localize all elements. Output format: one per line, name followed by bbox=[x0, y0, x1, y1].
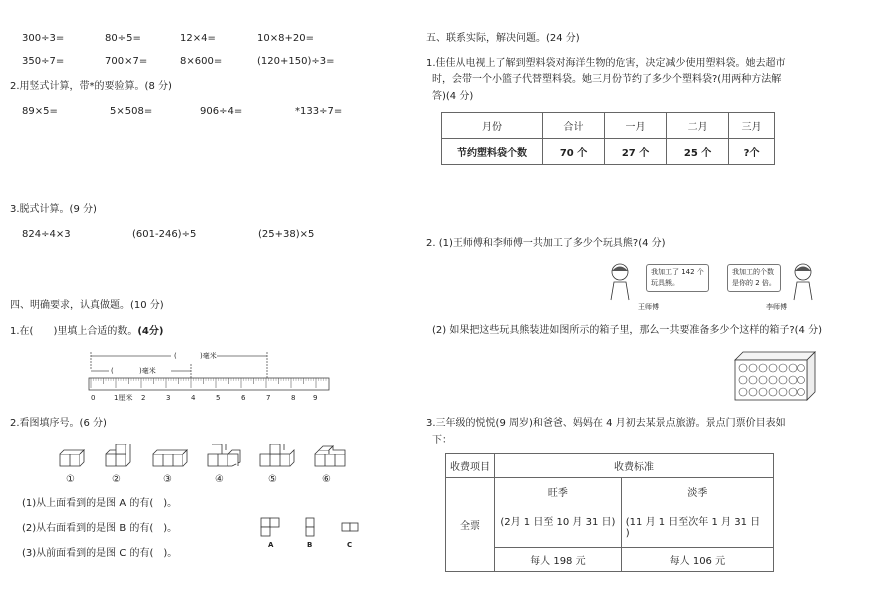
q4-2-sub-2: (2)从右面看到的是图 B 的有( )。 bbox=[22, 523, 178, 534]
saving-header-mar: 三月 bbox=[729, 113, 775, 139]
worker-li-avatar bbox=[788, 262, 818, 302]
saving-jan: 27 个 bbox=[605, 139, 667, 165]
q4-1-score: (4分) bbox=[137, 326, 164, 337]
peak-season-label: 旺季 bbox=[547, 488, 568, 499]
saving-mar: ?个 bbox=[729, 139, 775, 165]
saving-total: 70 个 bbox=[543, 139, 605, 165]
figure-mark-6: ⑥ bbox=[322, 474, 331, 485]
q5-3-line-1: 3.三年级的悦悦(9 周岁)和爸爸、妈妈在 4 月初去某景点旅游。景点门票价目表如 bbox=[426, 418, 786, 429]
toy-box-diagram bbox=[733, 350, 818, 402]
ruler-num-6: 6 bbox=[241, 394, 246, 402]
ruler-num-4: 4 bbox=[191, 394, 196, 402]
bubble-li-line-2: 是你的 2 倍。 bbox=[732, 279, 776, 287]
bubble-li-line-1: 我加工的个数 bbox=[732, 268, 774, 276]
q4-2-sub-1: (1)从上面看到的是图 A 的有( )。 bbox=[22, 498, 178, 509]
oral-calc-5: 350÷7= bbox=[22, 56, 65, 67]
q4-2-sub-3: (3)从前面看到的是图 C 的有( )。 bbox=[22, 548, 178, 559]
q5-2-line-2: (2) 如果把这些玩具熊装进如图所示的箱子里，那么一共要准备多少个这样的箱子?(4 分) bbox=[432, 325, 822, 336]
off-season-dates-2: ) bbox=[625, 528, 630, 539]
q4-1-suffix: )里填上合适的数。 bbox=[53, 326, 138, 337]
ruler-num-2: 2 bbox=[141, 394, 146, 402]
vertical-calc-3: 906÷4= bbox=[200, 106, 243, 117]
saving-header-total: 合计 bbox=[543, 113, 605, 139]
step-calc-3: (25+38)×5 bbox=[258, 229, 315, 240]
oral-calc-8: (120+150)÷3= bbox=[257, 56, 335, 67]
figure-mark-1: ① bbox=[66, 474, 75, 485]
figure-mark-3: ③ bbox=[163, 474, 172, 485]
q4-2-title: 2.看图填序号。(6 分) bbox=[10, 418, 107, 429]
ruler-mid-unit: )毫米 bbox=[139, 367, 156, 375]
q5-1-line-2: 时，会带一个小篮子代替塑料袋。她三月份节约了多少个塑料袋?(用两种方法解 bbox=[432, 74, 782, 85]
section-5-heading: 五、联系实际，解决问题。(24 分) bbox=[426, 33, 580, 44]
q3-title: 3.脱式计算。(9 分) bbox=[10, 204, 97, 215]
ruler-mid-open: ( bbox=[111, 367, 114, 375]
off-season-price: 每人 106 元 bbox=[621, 548, 773, 572]
view-label-b: B bbox=[307, 541, 313, 549]
ticket-price-table bbox=[445, 453, 774, 572]
saving-header-month: 月份 bbox=[442, 113, 543, 139]
peak-season-price: 每人 198 元 bbox=[495, 548, 622, 572]
saving-feb: 25 个 bbox=[667, 139, 729, 165]
speech-bubble-wang bbox=[646, 264, 709, 292]
section-4-heading: 四、明确要求，认真做题。(10 分) bbox=[10, 300, 164, 311]
oral-calc-1: 300÷3= bbox=[22, 33, 65, 44]
q4-1-title bbox=[10, 326, 163, 338]
figure-mark-2: ② bbox=[112, 474, 121, 485]
step-calc-2: (601-246)÷5 bbox=[132, 229, 197, 240]
worker-li-name: 李师傅 bbox=[766, 303, 787, 311]
ticket-header-standard: 收费标准 bbox=[495, 454, 774, 478]
bubble-wang-line-1: 我加工了 142 个 bbox=[651, 268, 704, 276]
q5-1-line-3: 答)(4 分) bbox=[432, 91, 474, 102]
oral-calc-7: 8×600= bbox=[180, 56, 223, 67]
step-calc-1: 824÷4×3 bbox=[22, 229, 71, 240]
q2-title: 2.用竖式计算，带*的要验算。(8 分) bbox=[10, 81, 172, 92]
q5-2-line-1: 2. (1)王师傅和李师傅一共加工了多少个玩具熊?(4 分) bbox=[426, 238, 666, 249]
ruler-top-open: ( bbox=[174, 352, 177, 360]
vertical-calc-1: 89×5= bbox=[22, 106, 58, 117]
ruler-num-1: 1厘米 bbox=[114, 394, 133, 402]
ruler-num-5: 5 bbox=[216, 394, 221, 402]
ticket-row-label: 全票 bbox=[446, 478, 495, 572]
view-label-a: A bbox=[268, 541, 274, 549]
oral-calc-2: 80÷5= bbox=[105, 33, 141, 44]
saving-header-jan: 一月 bbox=[605, 113, 667, 139]
ruler-num-0: 0 bbox=[91, 394, 96, 402]
worker-wang-avatar bbox=[605, 262, 635, 302]
figure-mark-4: ④ bbox=[215, 474, 224, 485]
ruler-top-unit: )毫米 bbox=[200, 352, 217, 360]
ruler-num-3: 3 bbox=[166, 394, 171, 402]
view-diagrams bbox=[258, 516, 368, 538]
ticket-header-item: 收费项目 bbox=[446, 454, 495, 478]
q5-3-line-2: 下： bbox=[432, 435, 452, 446]
bubble-wang-line-2: 玩具熊。 bbox=[651, 279, 679, 287]
q5-1-line-1: 1.佳佳从电视上了解到塑料袋对海洋生物的危害，决定减少使用塑料袋。她去超市 bbox=[426, 58, 786, 69]
ruler-num-9: 9 bbox=[313, 394, 318, 402]
worker-wang-name: 王师傅 bbox=[638, 303, 659, 311]
saving-header-feb: 二月 bbox=[667, 113, 729, 139]
saving-row-label: 节约塑料袋个数 bbox=[442, 139, 543, 165]
ruler-num-7: 7 bbox=[266, 394, 271, 402]
peak-season-dates: (2月 1 日至 10 月 31 日) bbox=[500, 517, 616, 528]
oral-calc-4: 10×8+20= bbox=[257, 33, 314, 44]
ruler-num-8: 8 bbox=[291, 394, 296, 402]
oral-calc-3: 12×4= bbox=[180, 33, 216, 44]
q4-1-prefix: 1.在( bbox=[10, 326, 34, 337]
cube-figures bbox=[58, 444, 348, 474]
saving-table bbox=[441, 112, 775, 165]
view-label-c: C bbox=[347, 541, 353, 549]
speech-bubble-li bbox=[727, 264, 781, 292]
off-season-dates-1: (11 月 1 日至次年 1 月 31 日 bbox=[625, 517, 761, 528]
oral-calc-6: 700×7= bbox=[105, 56, 148, 67]
off-season-label: 淡季 bbox=[687, 488, 708, 499]
figure-mark-5: ⑤ bbox=[268, 474, 277, 485]
vertical-calc-4: *133÷7= bbox=[295, 106, 343, 117]
vertical-calc-2: 5×508= bbox=[110, 106, 153, 117]
